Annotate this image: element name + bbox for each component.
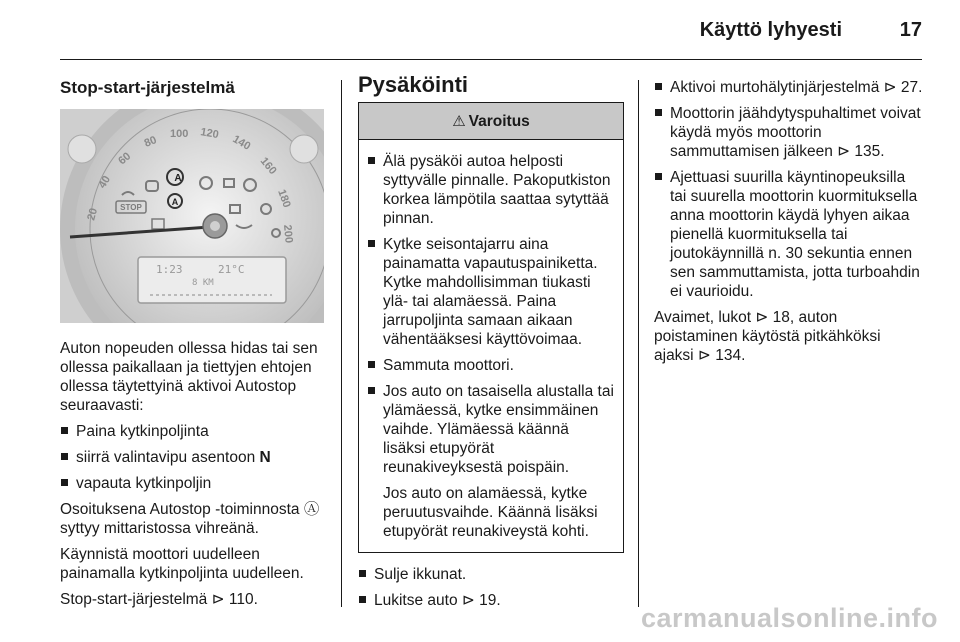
stop-lamp-label: STOP [120,203,142,212]
warning-body [359,140,623,552]
warning-extra: Jos auto on alamäessä, kytke peruutusvaihde. Käännä lisäksi etupyörät reunakiveystä kohti. [383,485,598,540]
column-divider-2 [638,80,639,607]
list-item-text: siirrä valintavipu asentoon [76,449,256,466]
list-item [358,591,624,610]
list-item [358,565,624,584]
display-time: 1:23 [156,263,183,276]
tick-label: 200 [281,224,295,244]
column-stop-start [60,78,328,616]
warning-title: Varoitus [468,112,530,130]
watermark: carmanualsonline.info [640,603,938,633]
warning-triangle-icon: ⚠ [452,112,466,130]
section-title: Käyttö lyhyesti [699,19,842,41]
list-item-text: Kytke seisontajarru aina painamatta vapautuspainiketta. Kytke mahdollisimman tiukasti ylä- tai alamäessä. Paina jarrupoljinta samaan aikaan vähentääksesi käyttövoimaa. [383,236,598,348]
page-number: 17 [899,19,922,41]
autostop-intro: Auton nopeuden ollessa hidas tai sen ollessa paikallaan ja tiettyjen ehtojen ollessa täytettyinä aktivoi Autostop seuraavasti: [60,340,318,414]
column-parking [358,72,624,617]
gear-position: N [259,449,271,466]
page-header [0,0,960,60]
list-item-text: Jos auto on tasaisella alustalla tai ylämäessä, kytke ensimmäinen vaihde. Ylämäessä käännä lisäksi etupyörät reunakiveyksestä poispäin. [383,383,614,476]
list-item-text: Moottorin jäähdytyspuhaltimet voivat käydä myös moottorin sammuttamisen jälkeen ⊳ 135. [670,105,921,160]
list-item [367,356,615,375]
column-parking-continued [654,78,924,372]
list-item [654,78,924,97]
display-km: 8 KM [192,278,214,288]
warning-header [359,103,623,140]
tick-label: 140 [230,133,253,153]
header-rule [60,59,922,60]
list-item-text: Lukitse auto ⊳ 19. [374,592,501,609]
tick-label: 60 [116,150,134,168]
tick-label: 20 [85,206,101,222]
column-divider-1 [341,80,342,607]
list-item-text: Paina kytkinpoljinta [76,423,209,440]
list-item [654,104,924,161]
list-item [367,235,615,349]
stop-start-heading: Stop-start-järjestelmä [60,78,235,97]
instrument-cluster-illustration [60,109,324,323]
stop-start-reference: Stop-start-järjestelmä ⊳ 110. [60,591,258,608]
list-item-text: Sammuta moottori. [383,357,514,374]
list-item-text: Ajettuasi suurilla käyntinopeuksilla tai suurella moottorin kuormituksella anna moottorin käydä lyhyen aikaa pienellä kuormituksella tai joutokäynnillä n. 30 sekuntia ennen sen sammuttamista, jotta turboahdin ei vaurioidu. [670,169,920,300]
list-item [60,422,328,441]
tick-label: 80 [142,134,159,150]
list-item-text: Aktivoi murtohälytinjärjestelmä ⊳ 27. [670,79,923,96]
list-item-text: Sulje ikkunat. [374,566,467,583]
list-item-text: vapauta kytkinpoljin [76,475,212,492]
tick-label: 160 [257,155,279,177]
restart-text: Käynnistä moottori uudelleen painamalla kytkinpoljinta uudelleen. [60,546,304,582]
list-item [60,474,328,493]
autostop-icon: A [174,173,182,184]
list-item [367,382,615,477]
related-references: Avaimet, lukot ⊳ 18, auton poistaminen käytöstä pitkähköksi ajaksi ⊳ 134. [654,309,881,364]
tick-label: 180 [275,187,293,210]
parking-heading: Pysäköinti [358,72,469,97]
list-item-text: Älä pysäköi autoa helposti syttyvälle pinnalle. Pakoputkiston korkea lämpötila saattaa sytyttää pinnan. [383,153,611,227]
indicator-a-icon: A [171,197,179,207]
list-item [60,448,328,467]
warning-box [358,102,624,553]
tick-label: 120 [199,126,220,142]
list-item [654,168,924,301]
list-item [367,152,615,228]
tick-label: 100 [170,128,189,140]
tick-label: 40 [96,173,114,191]
autostop-indicator-text: Osoituksena Autostop -toiminnosta Ⓐ syttyy mittaristossa vihreänä. [60,501,320,537]
display-temp: 21°C [218,263,245,276]
